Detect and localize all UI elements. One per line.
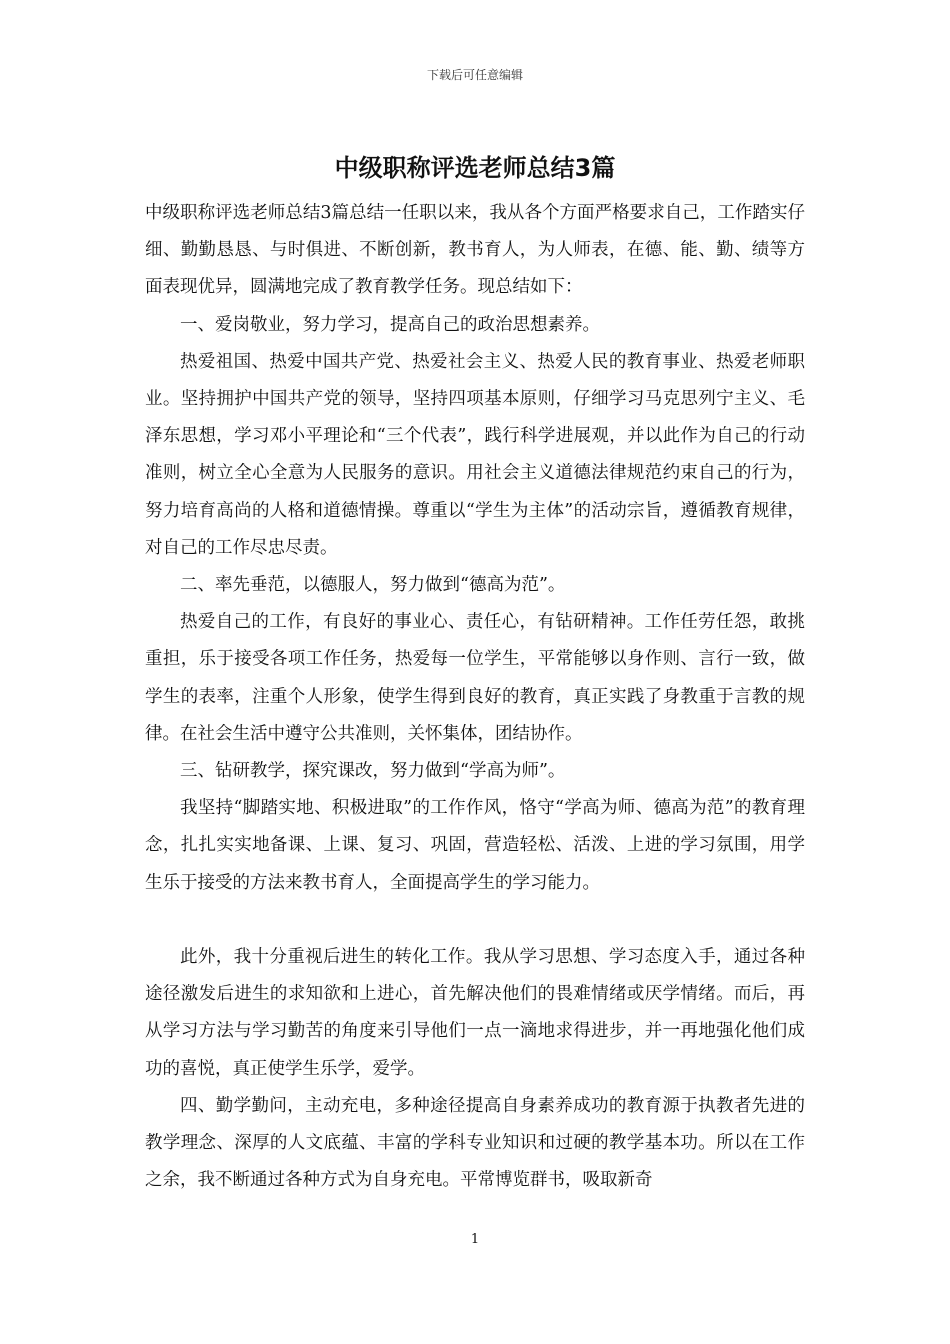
section-heading-4: 四、勤学勤问，主动充电，多种途径提高自身素养成功的教育源于执教者先进的教学理念、深厚的人文底蕴、丰富的学科专业知识和过硬的教学基本功。所以在工作之余，我不断通过各种方式为自身充电。平常博览群书，吸取新奇 <box>145 1095 805 1191</box>
intro-paragraph: 中级职称评选老师总结3篇总结一任职以来，我从各个方面严格要求自己，工作踏实仔细、勤勤恳恳、与时俱进、不断创新，教书育人，为人师表，在德、能、勤、绩等方面表现优异，圆满地完成了教育教学任务。现总结如下： <box>145 203 805 298</box>
body-paragraph: 我坚持“脚踏实地、积极进取”的工作作风，恪守“学高为师、德高为范”的教育理念，扎扎实实地备课、上课、复习、巩固，营造轻松、活泼、上进的学习氛围，用学生乐于接受的方法来教书育人，全面提高学生的学习能力。 <box>145 798 805 893</box>
section-heading-2: 二、率先垂范，以德服人，努力做到“德高为范”。 <box>180 575 566 596</box>
section-heading-3: 三、钻研教学，探究课改，努力做到“学高为师”。 <box>180 761 566 782</box>
body-paragraph: 热爱自己的工作，有良好的事业心、责任心，有钻研精神。工作任劳任怨，敢挑重担，乐于接受各项工作任务，热爱每一位学生，平常能够以身作则、言行一致，做学生的表率，注重个人形象，使学生得到良好的教育，真正实践了身教重于言教的规律。在社会生活中遵守公共准则，关怀集体，团结协作。 <box>145 612 805 744</box>
body-paragraph: 此外，我十分重视后进生的转化工作。我从学习思想、学习态度入手，通过各种途径激发后进生的求知欲和上进心，首先解决他们的畏难情绪或厌学情绪。而后，再从学习方法与学习勤苦的角度来引导他们一点一滴地求得进步，并一再地强化他们成功的喜悦，真正使学生乐学，爱学。 <box>145 947 805 1079</box>
document-body <box>145 195 805 1199</box>
section-heading-1: 一、爱岗敬业，努力学习，提高自己的政治思想素养。 <box>180 314 600 335</box>
page-header-note: 下载后可任意编辑 <box>426 68 523 82</box>
page-number: 1 <box>470 1232 480 1247</box>
document-title: 中级职称评选老师总结3篇 <box>334 154 616 182</box>
body-paragraph: 热爱祖国、热爱中国共产党、热爱社会主义、热爱人民的教育事业、热爱老师职业。坚持拥护中国共产党的领导，坚持四项基本原则，仔细学习马克思列宁主义、毛泽东思想，学习邓小平理论和“三个代表”，践行科学进展观，并以此作为自己的行动准则，树立全心全意为人民服务的意识。用社会主义道德法律规范约束自己的行为，努力培育高尚的人格和道德情操。尊重以“学生为主体”的活动宗旨，遵循教育规律，对自己的工作尽忠尽责。 <box>145 351 805 558</box>
